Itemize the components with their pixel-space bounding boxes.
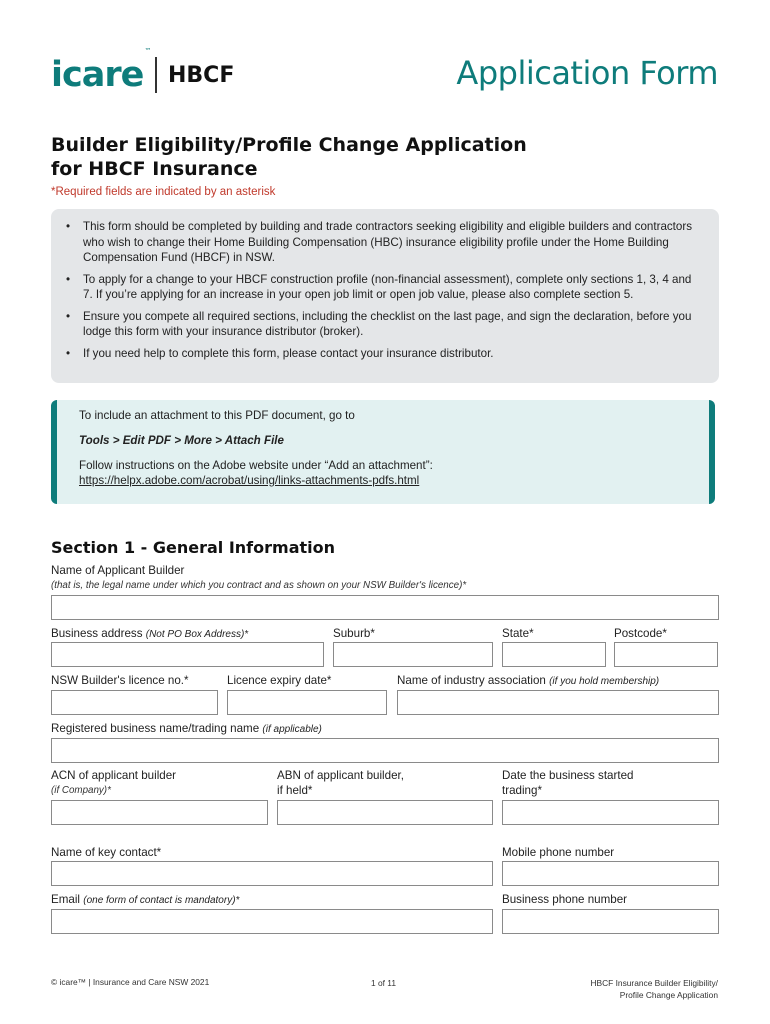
date-started-input[interactable] (502, 800, 719, 825)
applicant-name-label: Name of Applicant Builder (51, 564, 185, 577)
applicant-name-input[interactable] (51, 595, 719, 620)
list-item: • If you need help to complete this form, please contact your insurance distributor. (64, 346, 704, 362)
licence-expiry-input[interactable] (227, 690, 387, 715)
list-item: • Ensure you compete all required sections, including the checklist on the last page, and sign the declaration, before you lodge this form with your insurance distributor (broker). (64, 309, 704, 340)
footer-doc-title: HBCF Insurance Builder Eligibility/ Profile Change Application (590, 978, 718, 1000)
date-started-label: Date the business started trading* (502, 769, 634, 797)
mobile-phone-input[interactable] (502, 861, 719, 886)
key-contact-label: Name of key contact* (51, 846, 162, 859)
list-item: • This form should be completed by building and trade contractors seeking eligibility and eligible builders and contractors who wish to change their Home Building Compensation (HBC) insurance eligibility profile under the Home Building Compensation Fund (HBCF) in NSW. (64, 219, 704, 266)
industry-association-input[interactable] (397, 690, 719, 715)
business-phone-label: Business phone number (502, 893, 628, 906)
acn-hint: (if Company)* (51, 785, 111, 796)
applicant-name-hint: (that is, the legal name under which you contract and as shown on your NSW Builder's licence)* (51, 580, 467, 591)
section-1-title: Section 1 - General Information (51, 538, 335, 557)
suburb-input[interactable] (333, 642, 493, 667)
logo-divider (155, 57, 157, 93)
trading-name-label: Registered business name/trading name (if applicable) (51, 722, 322, 735)
licence-no-input[interactable] (51, 690, 218, 715)
brand-name: HBCF (168, 63, 235, 88)
acn-label: ACN of applicant builder (51, 769, 177, 782)
state-label: State* (502, 627, 534, 640)
attachment-menu-path: Tools > Edit PDF > More > Attach File (79, 434, 284, 447)
postcode-label: Postcode* (614, 627, 667, 640)
suburb-label: Suburb* (333, 627, 375, 640)
list-item: • To apply for a change to your HBCF construction profile (non-financial assessment), complete only sections 1, 3, 4 and 7. If you’re applying for an increase in your open job limit or open job value, please also complete section 5. (64, 272, 704, 303)
business-address-input[interactable] (51, 642, 324, 667)
licence-expiry-label: Licence expiry date* (227, 674, 332, 687)
key-contact-input[interactable] (51, 861, 493, 886)
postcode-input[interactable] (614, 642, 718, 667)
licence-no-label: NSW Builder's licence no.* (51, 674, 189, 687)
page-title: Builder Eligibility/Profile Change Application for HBCF Insurance (51, 134, 527, 180)
mobile-phone-label: Mobile phone number (502, 846, 615, 859)
footer-copyright: © icare™ | Insurance and Care NSW 2021 (51, 977, 210, 987)
abn-input[interactable] (277, 800, 493, 825)
business-phone-input[interactable] (502, 909, 719, 934)
attachment-intro: To include an attachment to this PDF document, go to (79, 409, 355, 422)
icare-logo: icare™ (51, 47, 151, 95)
abn-label: ABN of applicant builder, if held* (277, 769, 404, 797)
email-input[interactable] (51, 909, 493, 934)
form-type-heading: Application Form (456, 54, 718, 92)
page-number: 1 of 11 (371, 978, 396, 988)
business-address-label: Business address (Not PO Box Address)* (51, 627, 249, 640)
trading-name-input[interactable] (51, 738, 719, 763)
attachment-instructions: Follow instructions on the Adobe website under “Add an attachment”: (79, 459, 433, 472)
industry-association-label: Name of industry association (if you hold membership) (397, 674, 660, 687)
adobe-help-link[interactable]: https://helpx.adobe.com/acrobat/using/links-attachments-pdfs.html (79, 474, 420, 487)
info-bullet-list (64, 219, 704, 367)
state-input[interactable] (502, 642, 606, 667)
acn-input[interactable] (51, 800, 268, 825)
required-fields-note: *Required fields are indicated by an asterisk (51, 186, 276, 198)
email-label: Email (one form of contact is mandatory)* (51, 893, 240, 906)
